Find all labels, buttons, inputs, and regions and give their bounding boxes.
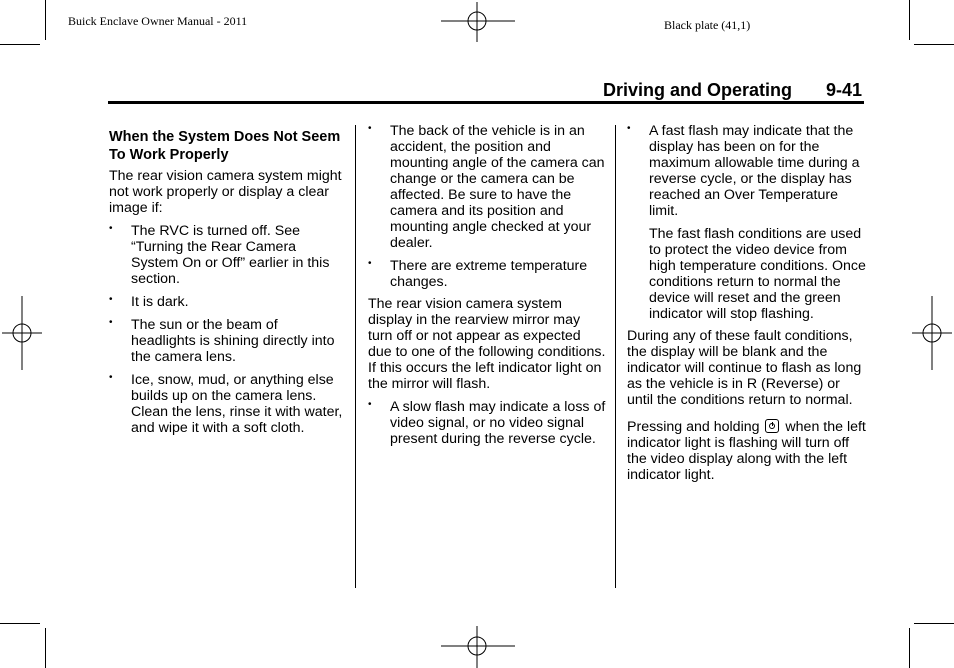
bullet-icon: • [368, 399, 372, 410]
inline-text: Pressing and holding [627, 419, 760, 435]
bullet-icon: • [368, 258, 372, 269]
list-item-text: A fast flash may indicate that the display has been on for the maximum allowable time during a reverse cycle, or the display has reached an Over Temperature limit. [649, 123, 860, 219]
indented-paragraph: The fast flash conditions are used to protect the video device from high temperature conditions. Once conditions return to normal the device will reset and the green indicator will stop flashing. [649, 226, 866, 322]
list-item [109, 372, 345, 436]
list-item-text: The back of the vehicle is in an accident, the position and mounting angle of the camera can change or the camera can be affected. Be sure to have the camera and its position and mounting angle checked at your dealer. [390, 123, 605, 251]
list-item [368, 123, 606, 251]
plate-label: Black plate (41,1) [664, 18, 751, 32]
page-number: 9-41 [826, 80, 863, 100]
bullet-icon: • [368, 123, 372, 134]
crop-mark-top-left-v [45, 0, 46, 40]
section-title: Driving and Operating [603, 80, 793, 100]
bullet-icon: • [109, 317, 113, 328]
crop-mark-bottom-left-h [0, 623, 40, 624]
camera-power-button-icon [765, 419, 779, 433]
list-item-text: The RVC is turned off. See “Turning the Rear Camera System On or Off” earlier in this section. [131, 223, 330, 287]
body-paragraph [627, 419, 867, 483]
bullet-icon: • [109, 294, 113, 305]
manual-title: Buick Enclave Owner Manual - 2011 [68, 14, 248, 28]
column-1 [109, 128, 345, 436]
column-divider-2 [615, 125, 616, 588]
crop-mark-bottom-right-v [909, 628, 910, 668]
registration-mark-bottom [441, 626, 515, 668]
list-item-text: There are extreme temperature changes. [390, 258, 588, 290]
bullet-icon: • [109, 223, 113, 234]
list-item [109, 317, 345, 365]
crop-mark-bottom-left-v [45, 628, 46, 668]
intro-paragraph: The rear vision camera system might not work properly or display a clear image if: [109, 168, 342, 216]
crop-mark-top-left-h [0, 44, 40, 45]
crop-mark-bottom-right-h [914, 623, 954, 624]
list-item [109, 223, 345, 287]
list-item [627, 123, 867, 219]
header-rule [108, 101, 864, 104]
registration-mark-right [912, 296, 952, 370]
bullet-icon: • [109, 372, 113, 383]
column-2 [368, 123, 606, 447]
list-item-text: A slow flash may indicate a loss of video signal, or no video signal present during the reverse cycle. [390, 399, 606, 447]
column-divider-1 [355, 125, 356, 588]
registration-mark-top [441, 2, 515, 42]
crop-mark-top-right-v [909, 0, 910, 40]
list-item-text: The sun or the beam of headlights is shining directly into the camera lens. [131, 317, 335, 365]
list-item [368, 258, 606, 290]
crop-mark-top-right-h [914, 44, 954, 45]
list-item [109, 294, 345, 310]
list-item-text: Ice, snow, mud, or anything else builds up on the camera lens. Clean the lens, rinse it with water, and wipe it with a soft cloth. [131, 372, 343, 436]
bullet-icon: • [627, 123, 631, 134]
body-paragraph: The rear vision camera system display in the rearview mirror may turn off or not appear as expected due to one of the following conditions. If this occurs the left indicator light on the mirror will flash. [368, 296, 606, 392]
section-heading: When the System Does Not Seem To Work Properly [109, 129, 341, 163]
inline-text: when the left indicator light is flashing will turn off the video display along with the left indicator light. [627, 419, 866, 483]
column-3 [627, 123, 867, 483]
registration-mark-left [2, 296, 42, 370]
body-paragraph: During any of these fault conditions, the display will be blank and the indicator will continue to flash as long as the vehicle is in R (Reverse) or until the conditions return to normal. [627, 328, 862, 408]
list-item [368, 399, 606, 447]
list-item-text: It is dark. [131, 294, 189, 310]
